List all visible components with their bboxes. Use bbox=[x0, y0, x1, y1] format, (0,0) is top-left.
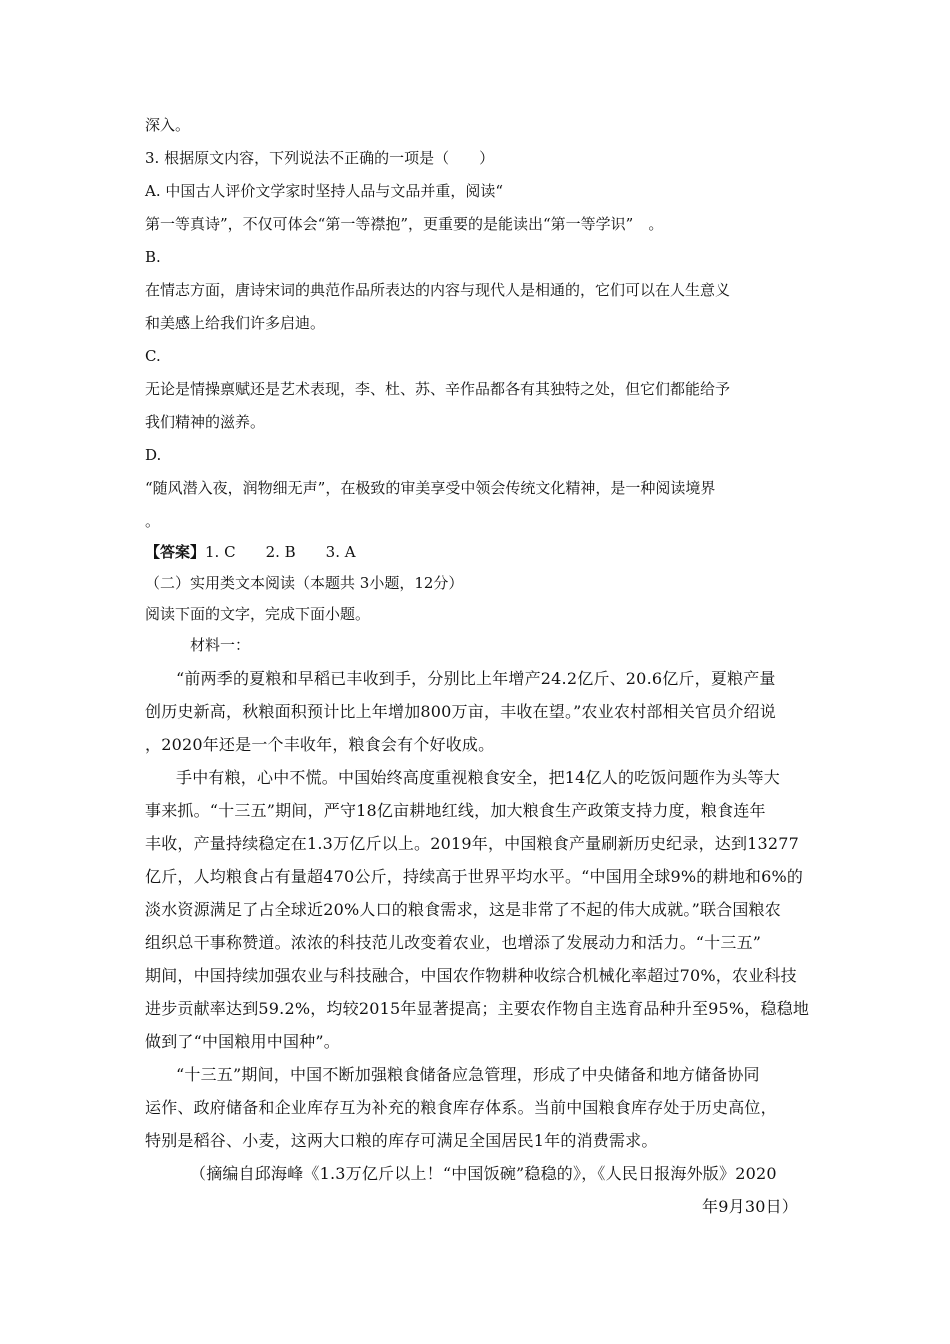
paragraph-3-line-1: “十三五”期间，中国不断加强粮食储备应急管理，形成了中央储备和地方储备协同 bbox=[176, 1065, 760, 1084]
option-b-line-1: 在情志方面，唐诗宋词的典范作品所表达的内容与现代人是相通的，它们可以在人生意义 bbox=[145, 281, 731, 299]
question-3-stem: 3. 根据原文内容，下列说法不正确的一项是（ ） bbox=[145, 149, 495, 167]
option-a-line-2: 第一等真诗”，不仅可体会“第一等襟抱”，更重要的是能读出“第一等学识” 。 bbox=[145, 215, 664, 233]
option-b-line-2: 和美感上给我们许多启迪。 bbox=[145, 314, 326, 332]
option-d-line-1: “随风潜入夜，润物细无声”，在极致的审美享受中领会传统文化精神，是一种阅读境界 bbox=[145, 479, 716, 497]
answer-text: 1. C 2. B 3. A bbox=[205, 543, 356, 561]
material-label: 材料一： bbox=[190, 636, 251, 654]
source-citation-line-2: 年9月30日） bbox=[702, 1197, 798, 1216]
section-2-instruction: 阅读下面的文字，完成下面小题。 bbox=[145, 605, 371, 623]
option-c-label: C. bbox=[145, 347, 161, 365]
paragraph-1-line-2: 创历史新高，秋粮面积预计比上年增加800万亩，丰收在望。”农业农村部相关官员介绍说 bbox=[145, 702, 776, 721]
paragraph-1-line-3: ，2020年还是一个丰收年，粮食会有个好收成。 bbox=[145, 735, 495, 754]
paragraph-2-line-3: 丰收，产量持续稳定在1.3万亿斤以上。2019年，中国粮食产量刷新历史纪录，达到13277 bbox=[145, 834, 800, 853]
paragraph-2-line-9: 做到了“中国粮用中国种”。 bbox=[145, 1032, 340, 1051]
paragraph-2-line-4: 亿斤，人均粮食占有量超470公斤，持续高于世界平均水平。“中国用全球9%的耕地和6%的 bbox=[145, 867, 804, 886]
paragraph-2-line-8: 进步贡献率达到59.2%，均较2015年显著提高；主要农作物自主选育品种升至95%，稳稳地 bbox=[145, 999, 810, 1018]
option-a-line-1: A. 中国古人评价文学家时坚持人品与文品并重，阅读“ bbox=[145, 182, 504, 200]
section-2-heading: （二）实用类文本阅读（本题共 3小题，12分） bbox=[145, 574, 464, 592]
option-c-line-2: 我们精神的滋养。 bbox=[145, 413, 266, 431]
paragraph-2-line-1: 手中有粮，心中不慌。中国始终高度重视粮食安全，把14亿人的吃饭问题作为头等大 bbox=[176, 768, 780, 787]
paragraph-3-line-3: 特别是稻谷、小麦，这两大口粮的库存可满足全国居民1年的消费需求。 bbox=[145, 1131, 658, 1150]
prev-passage-tail: 深入。 bbox=[145, 116, 191, 134]
option-c-line-1: 无论是情操禀赋还是艺术表现，李、杜、苏、辛作品都各有其独特之处，但它们都能给予 bbox=[145, 380, 731, 398]
paragraph-2-line-7: 期间，中国持续加强农业与科技融合，中国农作物耕种收综合机械化率超过70%，农业科技 bbox=[145, 966, 797, 985]
option-b-label: B. bbox=[145, 248, 161, 266]
answer-tag: 【答案】 bbox=[145, 543, 206, 561]
paragraph-1-line-1: “前两季的夏粮和早稻已丰收到手，分别比上年增产24.2亿斤、20.6亿斤，夏粮产量 bbox=[176, 669, 776, 688]
answer-line bbox=[145, 541, 810, 563]
option-d-label: D. bbox=[145, 446, 162, 464]
source-citation-line-1: （摘编自邱海峰《1.3万亿斤以上！“中国饭碗”稳稳的》，《人民日报海外版》2020 bbox=[190, 1164, 777, 1183]
paragraph-3-line-2: 运作、政府储备和企业库存互为补充的粮食库存体系。当前中国粮食库存处于历史高位， bbox=[145, 1098, 777, 1117]
paragraph-2-line-2: 事来抓。“十三五”期间，严守18亿亩耕地红线，加大粮食生产政策支持力度，粮食连年 bbox=[145, 801, 766, 820]
paragraph-2-line-6: 组织总干事称赞道。浓浓的科技范儿改变着农业，也增添了发展动力和活力。“十三五” bbox=[145, 933, 762, 952]
paragraph-2-line-5: 淡水资源满足了占全球近20%人口的粮食需求，这是非常了不起的伟大成就。”联合国粮农 bbox=[145, 900, 781, 919]
option-d-line-2: 。 bbox=[145, 512, 161, 530]
